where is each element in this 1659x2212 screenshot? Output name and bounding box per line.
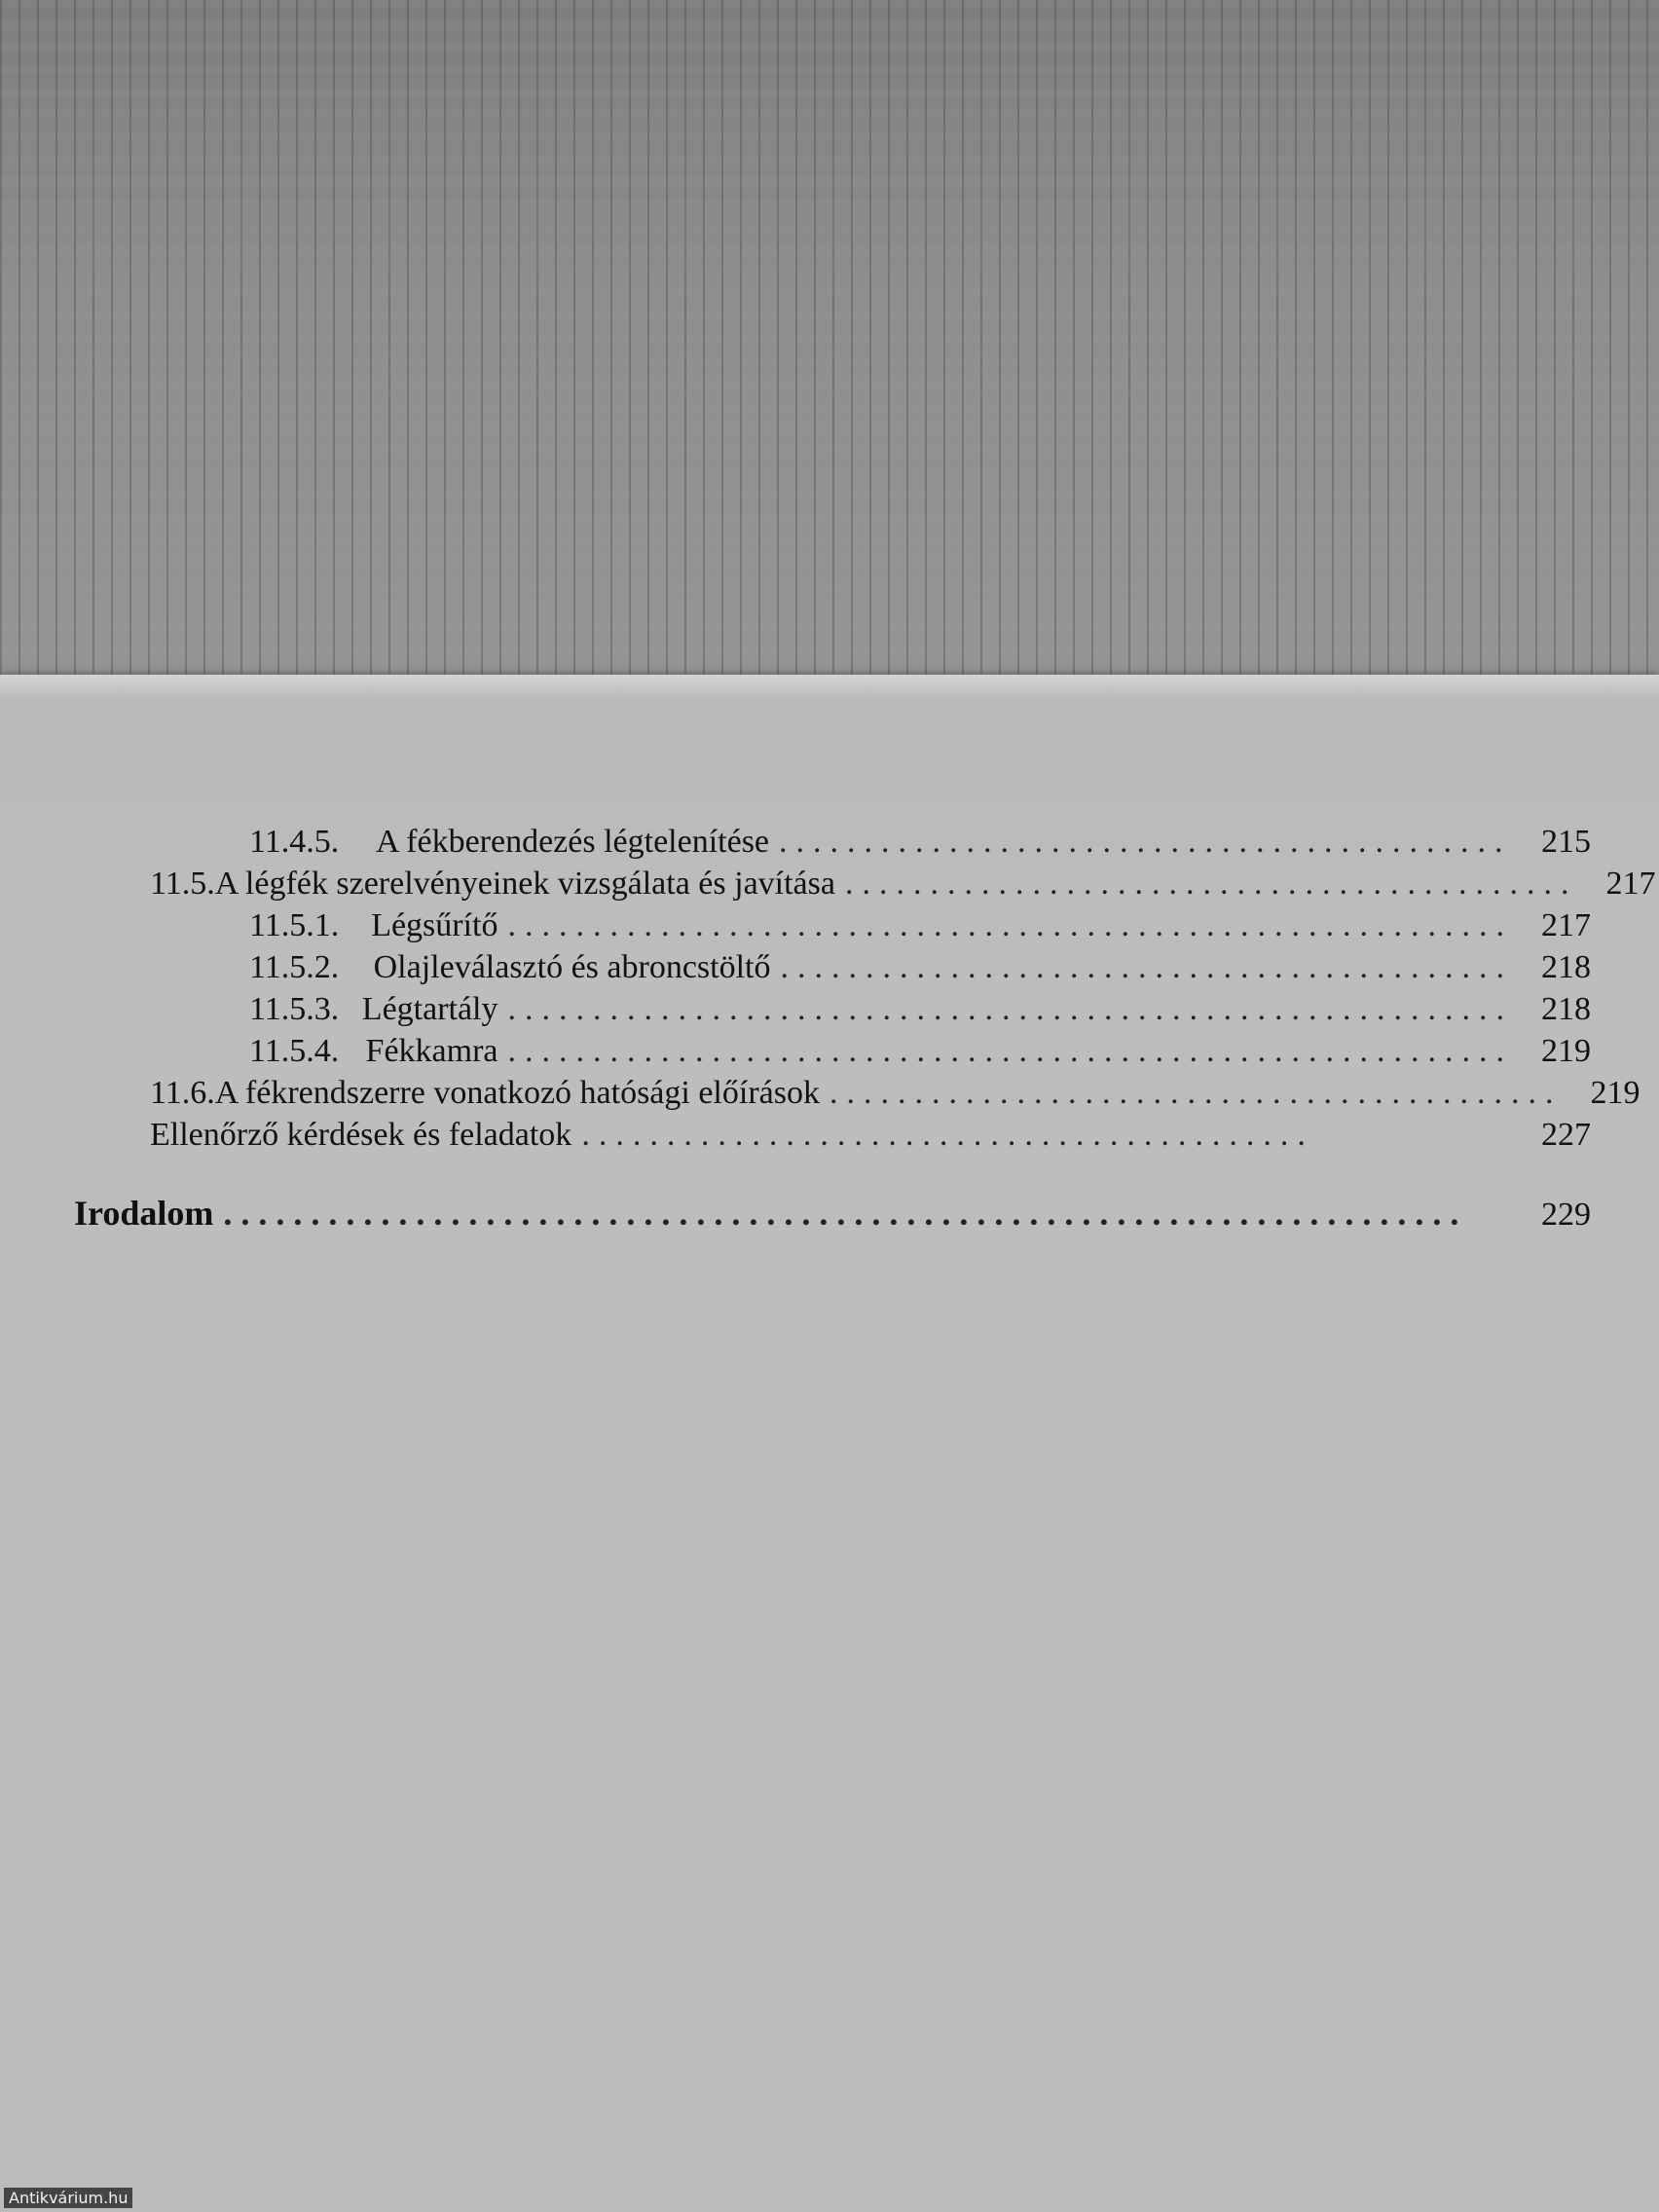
toc-entry-title: A légfék szerelvényeinek vizsgálata és javítása (214, 866, 835, 902)
toc-entry-title: A fékberendezés légtelenítése (376, 824, 770, 860)
toc-entry-page: 215 (1541, 824, 1591, 860)
toc-leader-dots: ........................................................... (507, 907, 1513, 943)
book-page (0, 675, 1659, 2212)
toc-entry (150, 1119, 1591, 1152)
toc-entry-number: 11.5.1. (249, 907, 340, 943)
toc-entry (150, 866, 1656, 902)
toc-entry-page: 217 (1541, 907, 1591, 943)
toc-entry-page: 218 (1541, 991, 1591, 1027)
toc-entry (150, 1075, 1641, 1111)
toc-references-page: 229 (1541, 1197, 1591, 1233)
toc-entry (249, 909, 1591, 942)
toc-entry-number: 11.5.3. (249, 991, 340, 1027)
toc-leader-dots: ........................................... (844, 866, 1578, 902)
toc-leader-dots: ........................................... (829, 1075, 1563, 1111)
toc-entry-page: 227 (1541, 1117, 1591, 1153)
toc-entry-number: 11.6. (150, 1075, 215, 1111)
background-surface (0, 0, 1659, 701)
toc-entry-number: 11.4.5. (249, 824, 340, 860)
toc-entry-title: Légtartály (361, 991, 498, 1027)
toc-references-entry (74, 1196, 1591, 1232)
toc-entry-title: Légsűrítő (371, 907, 498, 943)
toc-leader-dots: ........................................... (779, 824, 1512, 860)
toc-leader-dots: ........................................................... (507, 991, 1513, 1027)
toc-entry-number: 11.5.2. (249, 949, 340, 985)
toc-entry-number: 11.5.4. (249, 1033, 340, 1069)
toc-entry (249, 993, 1591, 1026)
toc-entry (249, 826, 1591, 859)
toc-leader-dots: ........................................................... (507, 1033, 1513, 1069)
toc-entry (249, 1035, 1591, 1068)
toc-entry-page: 218 (1541, 949, 1591, 985)
toc-leader-dots: ........................................... (780, 949, 1513, 985)
toc-entry-page: 219 (1590, 1075, 1641, 1111)
toc-references-title: Irodalom (74, 1194, 214, 1233)
toc-entry (249, 951, 1591, 984)
toc-entry-title: Ellenőrző kérdések és feladatok (150, 1117, 572, 1153)
source-watermark: Antikvárium.hu (4, 2188, 132, 2208)
toc-entry-title: Olajleválasztó és abroncstöltő (373, 949, 771, 985)
toc-entry-title: A fékrendszerre vonatkozó hatósági előírások (214, 1075, 820, 1111)
toc-leader-dots: ....................................................................... (223, 1194, 1468, 1233)
toc-entry-page: 217 (1605, 866, 1656, 902)
toc-entry-number: 11.5. (150, 866, 215, 902)
toc-leader-dots: ........................................... (581, 1117, 1314, 1153)
toc-entry-title: Fékkamra (365, 1033, 498, 1069)
toc-entry-page: 219 (1541, 1033, 1591, 1069)
